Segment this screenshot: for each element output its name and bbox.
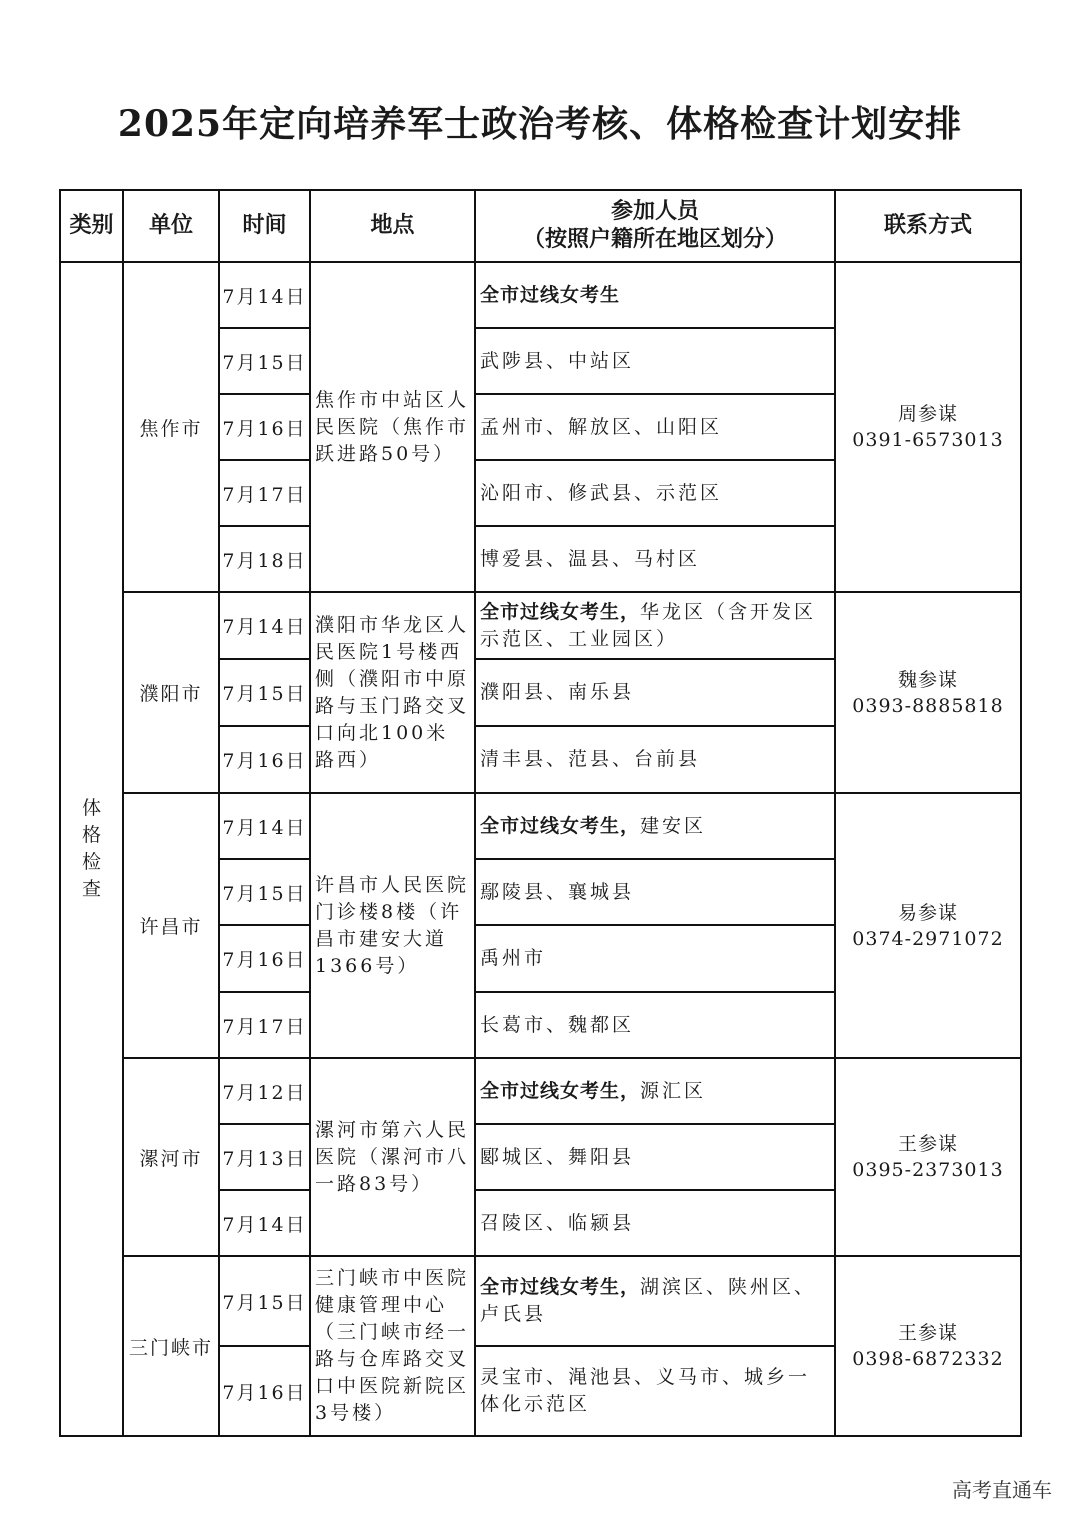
contact-phone: 0391-6573013: [852, 429, 1004, 451]
header-contact: 联系方式: [835, 190, 1021, 262]
participants-cell: [475, 460, 835, 526]
participants-cell: [475, 1124, 835, 1190]
unit-cell: 三门峡市: [123, 1256, 219, 1436]
header-category: 类别: [60, 190, 123, 262]
date-cell: 7月14日: [219, 592, 310, 659]
participants-text: 博爱县、温县、马村区: [480, 547, 701, 570]
table-row: [60, 262, 1021, 328]
participants-text: 湖滨区、陕州区、卢氏县: [480, 1276, 817, 1325]
date-cell: 7月17日: [219, 992, 310, 1058]
unit-cell: 漯河市: [123, 1058, 219, 1256]
table-row: [60, 793, 1021, 859]
date-cell: 7月17日: [219, 460, 310, 526]
header-time: 时间: [219, 190, 310, 262]
contact-name: 王参谋: [897, 1133, 958, 1155]
location-cell: 许昌市人民医院门诊楼8楼（许昌市建安大道1366号）: [310, 793, 475, 1058]
participants-cell: [475, 726, 835, 793]
participants-text: 华龙区（含开发区示范区、工业园区）: [480, 600, 817, 650]
participants-cell: [475, 1190, 835, 1256]
participants-cell: [475, 328, 835, 394]
contact-cell: [835, 793, 1021, 1058]
participants-cell: [475, 859, 835, 925]
schedule-table: [59, 189, 1022, 1437]
unit-cell: 濮阳市: [123, 592, 219, 793]
date-cell: 7月14日: [219, 1190, 310, 1256]
participants-cell: [475, 925, 835, 992]
participants-text: 长葛市、魏都区: [480, 1013, 635, 1036]
participants-highlight: 全市过线女考生，: [480, 600, 641, 623]
date-cell: 7月15日: [219, 659, 310, 726]
contact-phone: 0398-6872332: [852, 1348, 1004, 1370]
contact-phone: 0374-2971072: [852, 927, 1004, 950]
participants-text: 禹州市: [480, 947, 547, 969]
participants-text: 孟州市、解放区、山阳区: [480, 415, 723, 438]
header-participants-title: 参加人员: [610, 199, 699, 224]
page-title: 2025年定向培养军士政治考核、体格检查计划安排: [117, 103, 963, 145]
unit-cell: 许昌市: [123, 793, 219, 1058]
participants-cell: [475, 394, 835, 460]
contact-cell: [835, 262, 1021, 592]
participants-text: 濮阳县、南乐县: [480, 681, 635, 703]
participants-highlight: 全市过线女考生: [480, 283, 621, 306]
participants-cell: [475, 1256, 835, 1346]
participants-text: 鄢陵县、襄城县: [480, 880, 635, 903]
date-cell: 7月14日: [219, 793, 310, 859]
participants-cell: [475, 659, 835, 726]
participants-cell: [475, 1058, 835, 1124]
table-row: [60, 1256, 1021, 1346]
date-cell: 7月16日: [219, 925, 310, 992]
date-cell: 7月18日: [219, 526, 310, 592]
participants-text: 灵宝市、渑池县、义马市、城乡一体化示范区: [480, 1366, 811, 1415]
participants-text: 沁阳市、修武县、示范区: [480, 481, 723, 504]
contact-phone: 0395-2373013: [852, 1159, 1004, 1181]
participants-cell: [475, 1346, 835, 1436]
date-cell: 7月16日: [219, 1346, 310, 1436]
category-cell: 体格检查: [60, 262, 123, 1436]
watermark: 高考直通车: [952, 1478, 1052, 1502]
participants-text: 武陟县、中站区: [480, 349, 635, 372]
participants-text: 建安区: [640, 814, 707, 837]
participants-cell: [475, 262, 835, 328]
date-cell: 7月15日: [219, 328, 310, 394]
participants-text: 源汇区: [640, 1079, 707, 1102]
participants-cell: [475, 793, 835, 859]
unit-cell: 焦作市: [123, 262, 219, 592]
participants-highlight: 全市过线女考生，: [480, 1276, 641, 1298]
date-cell: 7月16日: [219, 726, 310, 793]
header-participants-note: （按照户籍所在地区划分）: [522, 227, 787, 252]
header-participants: [475, 190, 835, 262]
location-cell: 濮阳市华龙区人民医院1号楼西侧（濮阳市中原路与玉门路交叉口向北100米路西）: [310, 592, 475, 793]
date-cell: 7月16日: [219, 394, 310, 460]
participants-highlight: 全市过线女考生，: [480, 1079, 641, 1102]
location-cell: 漯河市第六人民医院（漯河市八一路83号）: [310, 1058, 475, 1256]
date-cell: 7月15日: [219, 1256, 310, 1346]
contact-cell: [835, 1256, 1021, 1436]
location-cell: 三门峡市中医院健康管理中心（三门峡市经一路与仓库路交叉口中医院新院区3号楼）: [310, 1256, 475, 1436]
table-row: [60, 1058, 1021, 1124]
participants-text: 清丰县、范县、台前县: [480, 748, 701, 770]
contact-name: 周参谋: [897, 403, 958, 425]
header-unit: 单位: [123, 190, 219, 262]
participants-cell: [475, 526, 835, 592]
contact-name: 魏参谋: [897, 668, 958, 691]
header-row: [60, 190, 1021, 262]
contact-name: 王参谋: [897, 1322, 958, 1344]
date-cell: 7月13日: [219, 1124, 310, 1190]
participants-text: 召陵区、临颍县: [480, 1211, 635, 1234]
date-cell: 7月12日: [219, 1058, 310, 1124]
date-cell: 7月14日: [219, 262, 310, 328]
contact-phone: 0393-8885818: [852, 694, 1004, 717]
participants-cell: [475, 992, 835, 1058]
header-location: 地点: [310, 190, 475, 262]
participants-highlight: 全市过线女考生，: [480, 814, 641, 837]
participants-cell: [475, 592, 835, 659]
participants-text: 郾城区、舞阳县: [480, 1145, 635, 1168]
table-row: [60, 592, 1021, 659]
contact-name: 易参谋: [897, 901, 958, 924]
contact-cell: [835, 592, 1021, 793]
contact-cell: [835, 1058, 1021, 1256]
date-cell: 7月15日: [219, 859, 310, 925]
location-cell: 焦作市中站区人民医院（焦作市跃进路50号）: [310, 262, 475, 592]
